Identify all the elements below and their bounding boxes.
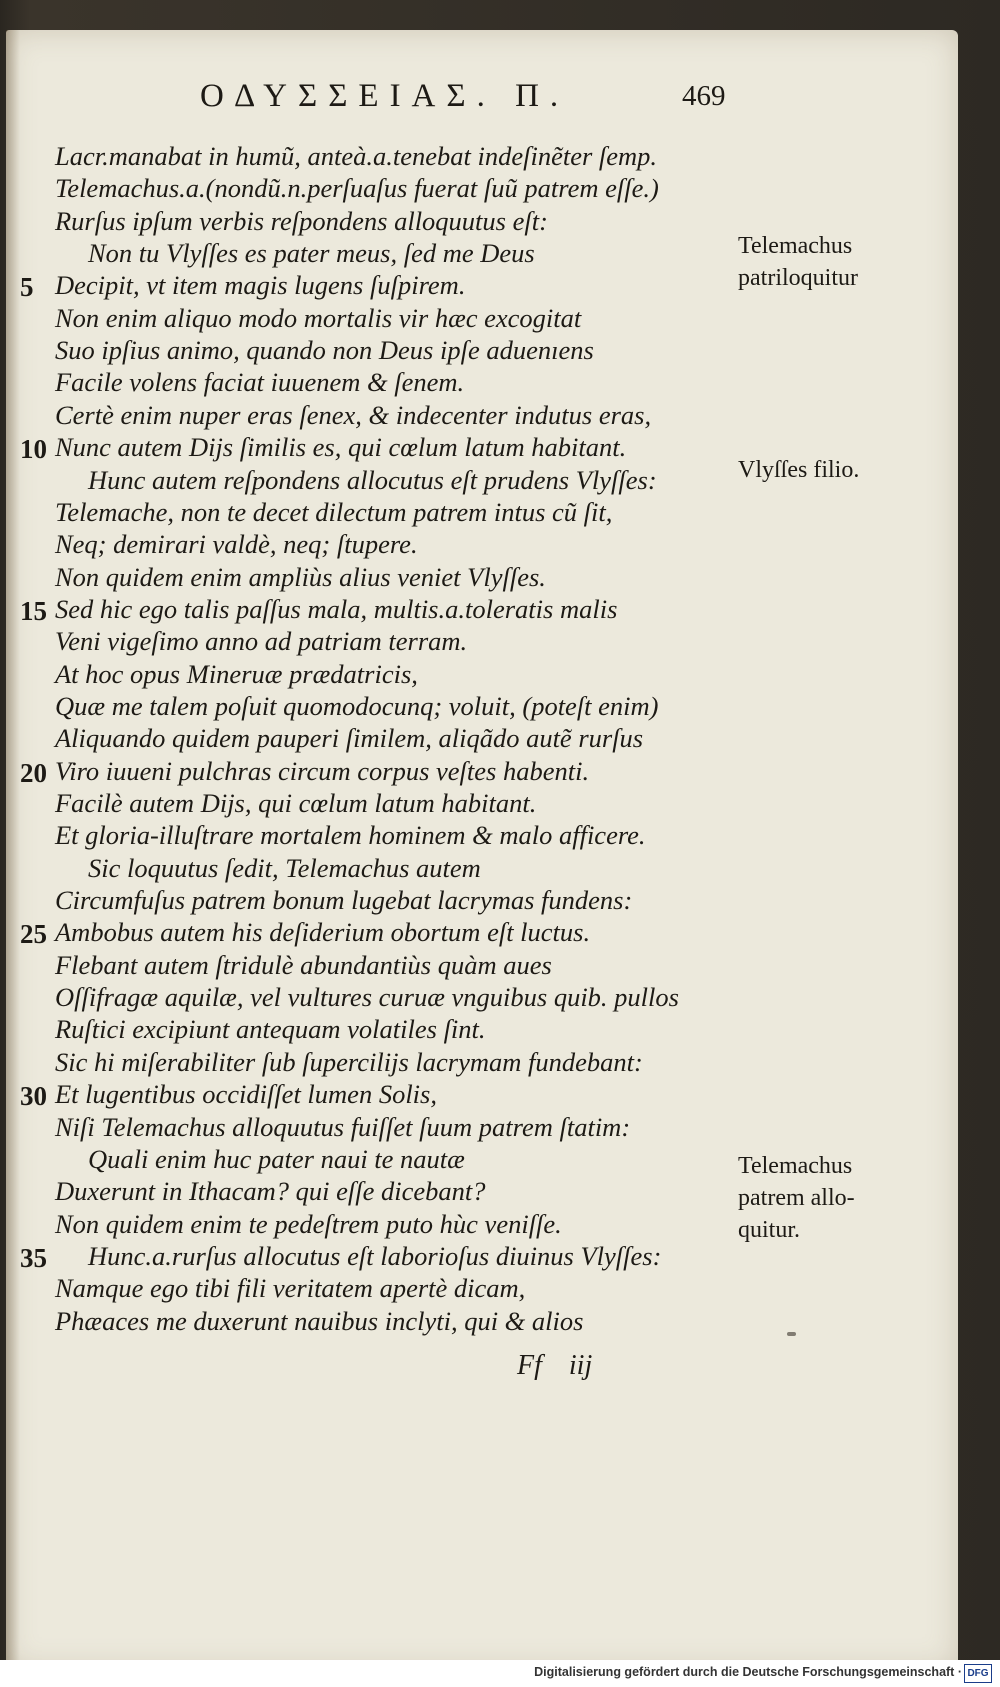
text-line: Nunc autem Dijs ſimilis es, qui cœlum latum habitant.: [55, 432, 627, 463]
line-number: 20: [20, 757, 47, 788]
text-line: Et lugentibus occidiſſet lumen Solis,: [55, 1079, 437, 1110]
page-edge-shadow: [6, 30, 20, 1670]
text-line: Quæ me talem poſuit quomodocunq; voluit, (poteſt enim): [55, 690, 659, 721]
marginal-note-2: [738, 454, 938, 486]
text-line: Telemachus.a.(nondũ.n.perſuaſus fuerat ſuũ patrem eſſe.): [55, 173, 659, 204]
text-line: Sic loquutus ſedit, Telemachus autem: [88, 852, 481, 883]
marginal-note-1: [738, 230, 938, 294]
marginal-note-line: patriloquitur: [738, 265, 858, 291]
text-line: Namque ego tibi fili veritatem apertè dicam,: [55, 1273, 526, 1304]
marginal-note-line: patrem allo-: [738, 1185, 855, 1211]
line-number: 15: [20, 595, 47, 626]
text-line: Hunc autem reſpondens allocutus eſt prudens Vlyſſes:: [88, 464, 657, 495]
ink-mark: [787, 1332, 796, 1336]
text-line: Rurſus ipſum verbis reſpondens alloquutus eſt:: [55, 205, 548, 236]
signature-mark: Ff iij: [517, 1350, 593, 1381]
text-line: Circumfuſus patrem bonum lugebat lacrymas fundens:: [55, 885, 633, 916]
footer-bar: [0, 1660, 1000, 1687]
text-line: At hoc opus Mineruæ prædatricis,: [55, 658, 418, 689]
text-line: Flebant autem ſtridulè abundantiùs quàm aues: [55, 949, 552, 980]
marginal-note-line: Telemachus: [738, 1153, 853, 1179]
marginal-note-line: Vlyſſes filio.: [738, 457, 860, 483]
line-number: 5: [20, 272, 34, 303]
line-number: 10: [20, 434, 47, 465]
line-number: 30: [20, 1081, 47, 1112]
running-head: ΟΔΥΣΣΕΙΑΣ. Π.: [200, 78, 570, 114]
marginal-note-line: Telemachus: [738, 233, 853, 259]
text-line: Facilè autem Dijs, qui cœlum latum habitant.: [55, 788, 537, 818]
text-line: Ruſtici excipiunt antequam volatiles ſint.: [55, 1014, 486, 1045]
line-number: 25: [20, 919, 47, 950]
text-line: Lacr.manabat in humũ, anteà.a.tenebat indeſinẽter ſemp.: [55, 141, 658, 171]
text-line: Veni vigeſimo anno ad patriam terram.: [55, 626, 468, 657]
text-line: Duxerunt in Ithacam? qui eſſe dicebant?: [55, 1176, 486, 1207]
text-line: Et gloria-illuſtrare mortalem hominem & malo afficere.: [55, 820, 646, 851]
marginal-note-3: [738, 1150, 938, 1246]
dfg-logo-icon[interactable]: DFG: [964, 1664, 992, 1683]
page-number: 469: [682, 80, 726, 112]
text-line: Facile volens faciat iuuenem & ſenem.: [55, 367, 465, 398]
footer-credit: Digitalisierung gefördert durch die Deutsche Forschungsgemeinschaft ·: [534, 1665, 962, 1679]
text-line: Neq; demirari valdè, neq; ſtupere.: [55, 529, 418, 560]
text-line: Certè enim nuper eras ſenex, & indecenter indutus eras,: [55, 399, 652, 430]
text-line: Non quidem enim te pedeſtrem puto hùc veniſſe.: [55, 1208, 562, 1239]
text-line: Viro iuueni pulchras circum corpus veſtes habenti.: [55, 755, 590, 786]
text-line: Oſſifragæ aquilæ, vel vultures curuæ vnguibus quib. pullos: [55, 982, 679, 1013]
text-line: Hunc.a.rurſus allocutus eſt laborioſus diuinus Vlyſſes:: [88, 1240, 662, 1271]
text-line: Telemache, non te decet dilectum patrem intus cũ ſit,: [55, 496, 613, 527]
line-number: 35: [20, 1242, 47, 1273]
text-line: Ambobus autem his deſiderium obortum eſt luctus.: [55, 917, 591, 948]
text-line: Non quidem enim ampliùs alius veniet Vlyſſes.: [55, 561, 546, 592]
text-line: Suo ipſius animo, quando non Deus ipſe aduenıens: [55, 335, 594, 366]
text-line: Aliquando quidem pauperi ſimilem, aliqãdo autẽ rurſus: [55, 723, 644, 754]
text-line: Decipit, vt item magis lugens ſuſpirem.: [55, 270, 466, 301]
text-line: Sic hi miſerabiliter ſub ſupercilijs lacrymam fundebant:: [55, 1046, 643, 1077]
text-line: Sed hic ego talis paſſus mala, multis.a.toleratis malis: [55, 593, 618, 624]
text-line: Phæaces me duxerunt nauibus inclyti, qui & alios: [55, 1305, 584, 1336]
marginal-note-line: quitur.: [738, 1217, 801, 1243]
text-line: Quali enim huc pater naui te nautæ: [88, 1143, 465, 1174]
text-line: Non enim aliquo modo mortalis vir hæc excogitat: [55, 302, 582, 333]
text-line: Niſi Telemachus alloquutus fuiſſet ſuum patrem ſtatim:: [55, 1111, 631, 1142]
text-line: Non tu Vlyſſes es pater meus, ſed me Deus: [88, 238, 535, 269]
